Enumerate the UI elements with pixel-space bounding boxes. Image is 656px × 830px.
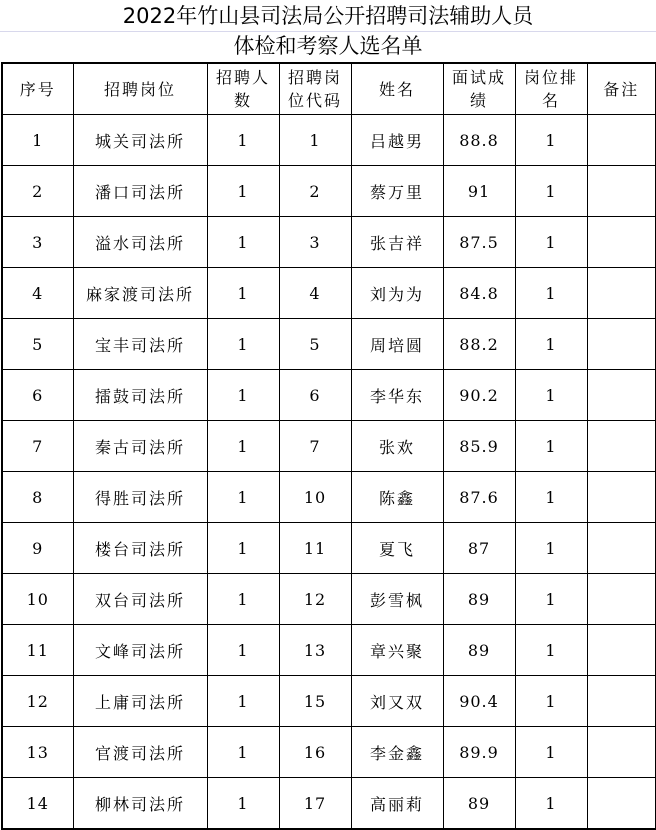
cell-rank: 1 (515, 421, 587, 472)
cell-rank: 1 (515, 574, 587, 625)
cell-note (587, 778, 656, 830)
cell-count: 1 (207, 574, 279, 625)
cell-code: 12 (279, 574, 351, 625)
cell-unit: 宝丰司法所 (73, 319, 207, 370)
column-header-note: 备注 (587, 63, 656, 115)
cell-rank: 1 (515, 166, 587, 217)
table-header-row (2, 63, 656, 115)
cell-code: 11 (279, 523, 351, 574)
cell-rank: 1 (515, 523, 587, 574)
cell-rank: 1 (515, 370, 587, 421)
table-row (2, 421, 656, 472)
table-row (2, 472, 656, 523)
title-line-1: 2022年竹山县司法局公开招聘司法辅助人员 (122, 4, 534, 28)
cell-unit: 得胜司法所 (73, 472, 207, 523)
cell-note (587, 574, 656, 625)
cell-unit: 溢水司法所 (73, 217, 207, 268)
column-header-score: 面试成绩 (443, 63, 515, 115)
column-header-count: 招聘人数 (207, 63, 279, 115)
cell-note (587, 370, 656, 421)
cell-seq: 2 (2, 166, 73, 217)
cell-code: 2 (279, 166, 351, 217)
cell-unit: 官渡司法所 (73, 727, 207, 778)
column-header-name: 姓名 (351, 63, 443, 115)
cell-rank: 1 (515, 472, 587, 523)
table-row (2, 625, 656, 676)
cell-name: 周培圆 (351, 319, 443, 370)
cell-seq: 3 (2, 217, 73, 268)
cell-seq: 9 (2, 523, 73, 574)
table-row (2, 166, 656, 217)
cell-score: 89 (443, 574, 515, 625)
cell-code: 7 (279, 421, 351, 472)
cell-name: 吕越男 (351, 115, 443, 166)
cell-name: 张吉祥 (351, 217, 443, 268)
document-title (0, 0, 656, 62)
cell-seq: 4 (2, 268, 73, 319)
cell-unit: 潘口司法所 (73, 166, 207, 217)
cell-note (587, 421, 656, 472)
cell-name: 章兴聚 (351, 625, 443, 676)
cell-unit: 柳林司法所 (73, 778, 207, 830)
cell-count: 1 (207, 676, 279, 727)
column-header-seq: 序号 (2, 63, 73, 115)
cell-rank: 1 (515, 217, 587, 268)
cell-score: 87.5 (443, 217, 515, 268)
cell-name: 高丽莉 (351, 778, 443, 830)
cell-rank: 1 (515, 319, 587, 370)
column-header-code: 招聘岗位代码 (279, 63, 351, 115)
cell-count: 1 (207, 268, 279, 319)
column-header-rank: 岗位排名 (515, 63, 587, 115)
cell-note (587, 523, 656, 574)
table-row (2, 268, 656, 319)
table-body (2, 115, 656, 830)
cell-count: 1 (207, 472, 279, 523)
table-row (2, 370, 656, 421)
cell-count: 1 (207, 523, 279, 574)
cell-name: 陈鑫 (351, 472, 443, 523)
cell-code: 17 (279, 778, 351, 830)
cell-seq: 1 (2, 115, 73, 166)
cell-note (587, 727, 656, 778)
cell-unit: 秦古司法所 (73, 421, 207, 472)
cell-score: 91 (443, 166, 515, 217)
cell-note (587, 319, 656, 370)
table-row (2, 574, 656, 625)
cell-name: 李华东 (351, 370, 443, 421)
table-row (2, 115, 656, 166)
cell-rank: 1 (515, 115, 587, 166)
column-header-unit: 招聘岗位 (73, 63, 207, 115)
cell-note (587, 268, 656, 319)
cell-name: 李金鑫 (351, 727, 443, 778)
cell-score: 89 (443, 778, 515, 830)
cell-code: 6 (279, 370, 351, 421)
cell-name: 夏飞 (351, 523, 443, 574)
cell-unit: 楼台司法所 (73, 523, 207, 574)
cell-seq: 5 (2, 319, 73, 370)
cell-count: 1 (207, 727, 279, 778)
cell-seq: 6 (2, 370, 73, 421)
cell-score: 90.2 (443, 370, 515, 421)
cell-count: 1 (207, 115, 279, 166)
cell-count: 1 (207, 166, 279, 217)
cell-seq: 12 (2, 676, 73, 727)
cell-note (587, 115, 656, 166)
cell-count: 1 (207, 778, 279, 830)
cell-seq: 14 (2, 778, 73, 830)
cell-count: 1 (207, 319, 279, 370)
cell-rank: 1 (515, 268, 587, 319)
table-row (2, 727, 656, 778)
cell-note (587, 676, 656, 727)
cell-code: 1 (279, 115, 351, 166)
cell-unit: 上庸司法所 (73, 676, 207, 727)
cell-seq: 11 (2, 625, 73, 676)
cell-name: 刘为为 (351, 268, 443, 319)
cell-note (587, 217, 656, 268)
title-line-2: 体检和考察人选名单 (233, 34, 423, 58)
cell-code: 5 (279, 319, 351, 370)
cell-seq: 13 (2, 727, 73, 778)
cell-score: 90.4 (443, 676, 515, 727)
cell-code: 16 (279, 727, 351, 778)
cell-unit: 双台司法所 (73, 574, 207, 625)
cell-note (587, 166, 656, 217)
cell-seq: 8 (2, 472, 73, 523)
cell-code: 10 (279, 472, 351, 523)
cell-unit: 擂鼓司法所 (73, 370, 207, 421)
cell-rank: 1 (515, 625, 587, 676)
cell-count: 1 (207, 421, 279, 472)
cell-count: 1 (207, 217, 279, 268)
cell-count: 1 (207, 370, 279, 421)
cell-rank: 1 (515, 727, 587, 778)
cell-rank: 1 (515, 676, 587, 727)
cell-code: 4 (279, 268, 351, 319)
cell-name: 蔡万里 (351, 166, 443, 217)
cell-score: 87.6 (443, 472, 515, 523)
cell-score: 89 (443, 625, 515, 676)
table-row (2, 676, 656, 727)
cell-code: 15 (279, 676, 351, 727)
cell-note (587, 472, 656, 523)
cell-name: 刘又双 (351, 676, 443, 727)
cell-score: 87 (443, 523, 515, 574)
cell-unit: 城关司法所 (73, 115, 207, 166)
cell-seq: 10 (2, 574, 73, 625)
cell-score: 88.8 (443, 115, 515, 166)
cell-score: 85.9 (443, 421, 515, 472)
table-row (2, 523, 656, 574)
cell-name: 张欢 (351, 421, 443, 472)
cell-code: 3 (279, 217, 351, 268)
table-row (2, 319, 656, 370)
cell-seq: 7 (2, 421, 73, 472)
cell-score: 89.9 (443, 727, 515, 778)
candidate-table (1, 62, 656, 830)
cell-rank: 1 (515, 778, 587, 830)
cell-score: 88.2 (443, 319, 515, 370)
table-row (2, 778, 656, 830)
table-row (2, 217, 656, 268)
cell-score: 84.8 (443, 268, 515, 319)
cell-code: 13 (279, 625, 351, 676)
cell-unit: 文峰司法所 (73, 625, 207, 676)
cell-count: 1 (207, 625, 279, 676)
cell-unit: 麻家渡司法所 (73, 268, 207, 319)
cell-note (587, 625, 656, 676)
cell-name: 彭雪枫 (351, 574, 443, 625)
